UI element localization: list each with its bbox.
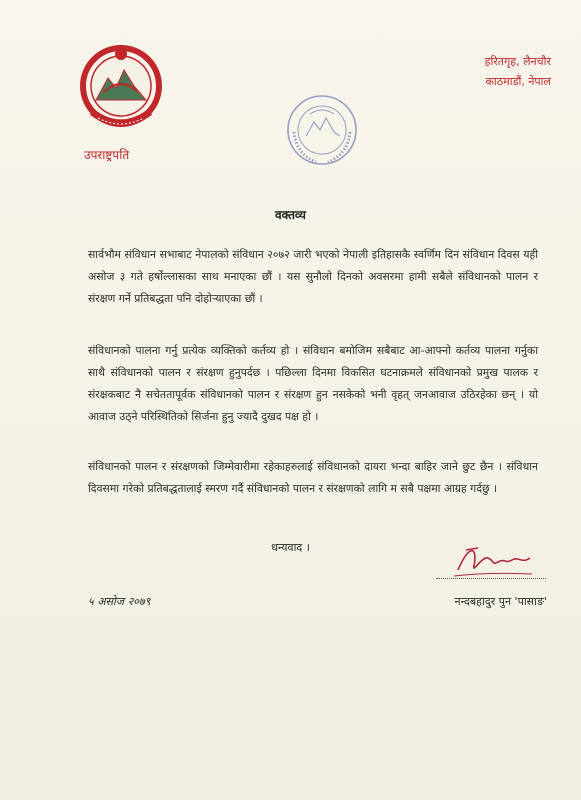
paragraph-2: संविधानको पालना गर्नु प्रत्येक व्यक्तिको कर्तव्य हो । संविधान बमोजिम सबैबाट आ-आफ्नो कर्तव्य पालना गर्नुका साथै संविधानको पालन र संरक्षण हुनुपर्दछ । पछिल्ला दिनमा विकसित घटनाक्रमले संविधानको प्रमुख पालक र संरक्षकबाट नै सचेततापूर्वक संविधानको पालन र संरक्षण हुन नसकेको भनी वृहत् जनआवाज उठिरहेका छन् । यो आवाज उठ्ने परिस्थितिको सिर्जना हुनु ज्यादै दुखद पक्ष हो ।: [88, 344, 538, 423]
statement-date: ५ असोज २०७९: [88, 595, 151, 608]
nepal-emblem-icon: [78, 42, 164, 138]
document-title: वक्तव्य: [274, 208, 306, 222]
paragraph-1: सार्वभौम संविधान सभाबाट नेपालको संविधान २०७२ जारी भएको नेपाली इतिहासकै स्वर्णिम दिन संविधान दिवस यही असोज ३ गते हर्षोल्लासका साथ मनाएका छौं । यस सुनौलो दिनको अवसरमा हामी सबैले संविधानको पालन र संरक्षण गर्ने प्रतिबद्धता पनि दोहोऱ्याएका छौं ।: [88, 248, 538, 305]
official-seal-stamp-icon: [282, 92, 362, 170]
address-line-2: काठमाडौं, नेपाल: [485, 75, 551, 88]
office-title: उपराष्ट्रपति: [84, 148, 130, 162]
signatory-name: नन्दबहादुर पुन 'पासाङ': [454, 595, 547, 608]
paragraph-3: संविधानको पालन र संरक्षणको जिम्मेवारीमा रहेकाहरुलाई संविधानको दायरा भन्दा बाहिर जाने छुट छैन । संविधान दिवसमा गरेको प्रतिबद्धतालाई स्मरण गर्दै संविधानको पालन र संरक्षणको लागि म सबै पक्षमा आग्रह गर्दछु ।: [88, 460, 538, 495]
handwritten-signature: [448, 536, 538, 582]
address-line-1: हरितगृह, लैनचौर: [484, 55, 551, 68]
closing-thanks: धन्यवाद ।: [271, 541, 310, 554]
signature-line: [436, 578, 546, 579]
address-block: [485, 52, 551, 92]
